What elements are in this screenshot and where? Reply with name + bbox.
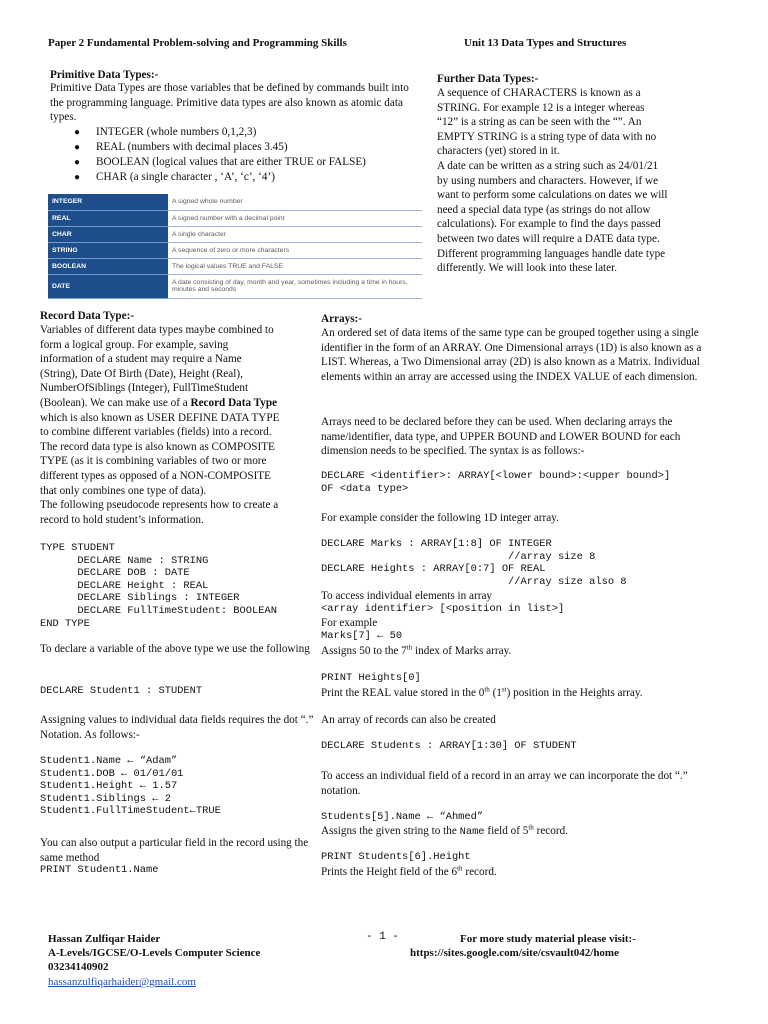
text-line: “12” is a string as can be seen with the “”. An [437, 116, 642, 129]
arrays-paragraph-3: For example consider the following 1D integer array. [321, 512, 559, 524]
text-line [40, 396, 316, 411]
arrays-paragraph-assigns: Assigns 50 to the 7th index of Marks array. [321, 643, 512, 657]
text-fragment: (Boolean). We can make use of a [40, 396, 191, 409]
text-line: need a special data type (as strings do not allow [437, 203, 651, 216]
website-url[interactable]: https://sites.google.com/site/csvault042/home [410, 947, 619, 959]
array-record-assign-code: Students[5].Name ← “Ahmed” [321, 811, 484, 823]
author-levels: A-Levels/IGCSE/O-Levels Computer Science [48, 947, 261, 959]
record-paragraph-declare: To declare a variable of the above type we use the following [40, 643, 310, 655]
desc-cell: The logical values TRUE and FALSE [168, 258, 422, 274]
type-cell: STRING [48, 242, 168, 258]
arrays-paragraph-1: An ordered set of data items of the same type can be grouped together using a single identifier in the form of an ARRAY. One Dimensional arrays (1D) is also known as a LIST. Whereas, a Two Dimensional array (2D) is also known as a Matrix. Individual elements within an array are accessed using the INDEX VALUE of each dimension. [321, 327, 702, 383]
bullet-item: ● BOOLEAN (logical values that are either TRUE or FALSE) [74, 156, 366, 168]
page-number: - 1 - [366, 931, 400, 943]
arrays-paragraph-dot: To access an individual field of a record in an array we can incorporate the dot “.” notation. [321, 770, 688, 797]
record-title: Record Data Type:- [40, 310, 135, 322]
text-line: differently. We will look into these later. [437, 262, 618, 275]
bullet-item: ● INTEGER (whole numbers 0,1,2,3) [74, 126, 257, 138]
primitive-title: Primitive Data Types:- [50, 69, 159, 81]
further-title: Further Data Types:- [437, 73, 539, 85]
more-material-label: For more study material please visit:- [460, 933, 636, 945]
author-phone: 03234140902 [48, 961, 109, 973]
text-line: between two dates will require a DATE data type. [437, 232, 660, 245]
table-row [48, 226, 422, 242]
text-line: that only combines one type of data). [40, 484, 207, 497]
text-line: form a logical group. For example, saving [40, 338, 229, 351]
table-row [48, 274, 422, 298]
bullet-item: ● REAL (numbers with decimal places 3.45) [74, 141, 288, 153]
arrays-paragraph-assign-name: Assigns the given string to the Name field of 5th record. [321, 823, 568, 838]
text-line: record to hold student’s information. [40, 513, 204, 526]
text-line: calculations). For example to find the days passed [437, 218, 661, 231]
text-line: A date can be written as a string such as 24/01/21 [437, 159, 659, 172]
record-data-type-term: Record Data Type [190, 396, 278, 409]
text-line: Different programming languages handle date type [437, 247, 666, 260]
type-cell: INTEGER [48, 194, 168, 210]
text-line: NumberOfSiblings (Integer), FullTimeStudent [40, 382, 249, 395]
table-row [48, 210, 422, 226]
record-paragraph-output: You can also output a particular field in the record using the same method [40, 837, 309, 864]
array-print-code: PRINT Heights[0] [321, 672, 421, 684]
text-line: to combine different variables (fields) into a record. [40, 426, 272, 439]
text-line: (String), Date Of Birth (Date), Height (Real), [40, 367, 243, 380]
arrays-paragraph-print: Print the REAL value stored in the 0th (1st) position in the Heights array. [321, 685, 643, 699]
type-cell: REAL [48, 210, 168, 226]
text-line: Variables of different data types maybe combined to [40, 324, 274, 336]
desc-cell: A signed number with a decimal point [168, 210, 422, 226]
array-of-records-code: DECLARE Students : ARRAY[1:30] OF STUDENT [321, 740, 577, 752]
desc-cell: A single character [168, 226, 422, 242]
text-line: by using numbers and characters. However, if we [437, 174, 659, 187]
table-row [48, 258, 422, 274]
table-row [48, 242, 422, 258]
header-left: Paper 2 Fundamental Problem-solving and Programming Skills [48, 37, 347, 49]
header-right: Unit 13 Data Types and Structures [464, 37, 627, 49]
data-types-table [48, 194, 422, 299]
text-line: EMPTY STRING is a string type of data with no [437, 130, 657, 143]
table-row [48, 194, 422, 210]
arrays-for-example: For example [321, 617, 378, 629]
record-print-code: PRINT Student1.Name [40, 864, 159, 876]
desc-cell: A date consisting of day, month and year, sometimes including a time in hours, minutes and seconds [168, 274, 422, 298]
array-access-syntax: <array identifier> [<position in list>] [321, 603, 565, 615]
record-type-code: TYPE STUDENT DECLARE Name : STRING DECLARE DOB : DATE DECLARE Height : REAL DECLARE Siblings : INTEGER DECLARE FullTimeStudent: BOOLEAN END TYPE [40, 542, 277, 630]
array-declare-code: DECLARE Marks : ARRAY[1:8] OF INTEGER //array size 8 DECLARE Heights : ARRAY[0:7] OF REAL //Array size also 8 [321, 538, 627, 588]
desc-cell: A sequence of zero or more characters [168, 242, 422, 258]
bullet-item: ● CHAR (a single character , ‘A’, ‘c’, ‘4’) [74, 171, 275, 183]
arrays-paragraph-records: An array of records can also be created [321, 714, 496, 726]
author-email-link[interactable]: hassanzulfiqarhaider@gmail.com [48, 976, 196, 988]
further-body [437, 86, 737, 276]
text-line: The record data type is also known as COMPOSITE [40, 440, 275, 453]
record-paragraph-assign: Assigning values to individual data fields requires the dot “.” Notation. As follows:- [40, 714, 314, 741]
record-assign-code: Student1.Name ← “Adam” Student1.DOB ← 01/01/01 Student1.Height ← 1.57 Student1.Siblings ← 2 Student1.FullTimeStudent←TRUE [40, 755, 221, 818]
text-line: TYPE (as it is combining variables of two or more [40, 455, 267, 468]
type-cell: BOOLEAN [48, 258, 168, 274]
primitive-bullets [50, 125, 420, 185]
text-line: The following pseudocode represents how to create a [40, 499, 279, 512]
record-declare-code: DECLARE Student1 : STUDENT [40, 685, 203, 697]
desc-cell: A signed whole number [168, 194, 422, 210]
arrays-paragraph-height: Prints the Height field of the 6th record. [321, 864, 497, 878]
arrays-title: Arrays:- [321, 313, 363, 325]
type-cell: DATE [48, 274, 168, 298]
text-line: characters (yet) stored in it. [437, 145, 560, 158]
text-line: information of a student may require a Name [40, 353, 242, 366]
array-syntax-code: DECLARE <identifier>: ARRAY[<lower bound>:<upper bound>] OF <data type> [321, 470, 671, 495]
text-line: STRING. For example 12 is a integer whereas [437, 101, 645, 114]
arrays-paragraph-2: Arrays need to be declared before they can be used. When declaring arrays the name/identifier, data type, and UPPER BOUND and LOWER BOUND for each dimension needs to be specified. The syntax is as follows:- [321, 416, 681, 458]
record-paragraph-1 [40, 323, 316, 527]
text-line: want to perform some calculations on dates we will [437, 189, 668, 202]
array-record-print-code: PRINT Students[6].Height [321, 851, 471, 863]
author-email-wrapper [48, 975, 196, 989]
author-name: Hassan Zulfiqar Haider [48, 933, 161, 945]
type-cell: CHAR [48, 226, 168, 242]
primitive-intro: Primitive Data Types are those variables that be defined by commands built into the programming language. Primitive data types are also known as atomic data types. [50, 82, 409, 124]
array-assign-code: Marks[7] ← 50 [321, 630, 403, 642]
text-line: which is also known as USER DEFINE DATA TYPE [40, 411, 280, 424]
text-line: A sequence of CHARACTERS is known as a [437, 87, 641, 99]
arrays-paragraph-4: To access individual elements in array [321, 590, 493, 602]
text-line: different types as opposed of a NON-COMPOSITE [40, 469, 271, 482]
